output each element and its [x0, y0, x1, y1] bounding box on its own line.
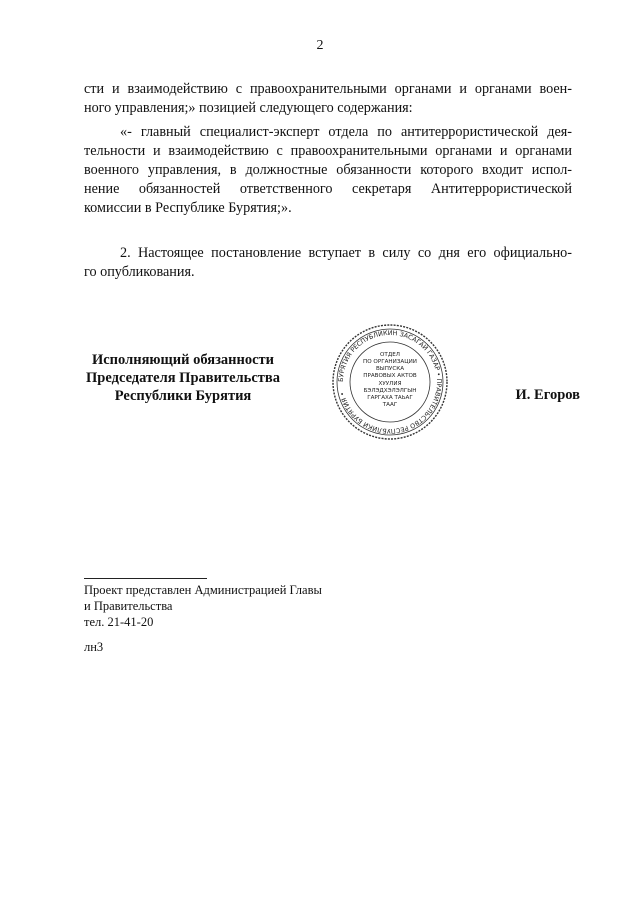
paragraph-3-line-1: 2. Настоящее постановление вступает в силу со дня его официально- — [120, 245, 572, 261]
footer-line-3: тел. 21-41-20 — [84, 615, 154, 629]
position-line-2: Председателя Правительства — [86, 370, 280, 386]
stamp-center-line-7: ГАРГАХА ТАЬАГ — [367, 395, 413, 401]
page-number: 2 — [316, 38, 324, 53]
footer-line-2: и Правительства — [84, 599, 173, 613]
stamp-ring-textpath: БУРЯТИЯ РЕСПУБЛИКИН ЗАСАГАЙ ГАЗАР • ПРАВИТЕЛЬСТВО РЕСПУБЛИКИ БУРЯТИЯ • — [336, 328, 444, 436]
paragraph-3-line-2: го опубликования. — [84, 264, 195, 280]
signatory-position — [80, 351, 286, 405]
paragraph-2-line-4: нение обязанностей ответственного секретаря Антитеррористической — [84, 181, 572, 197]
paragraph-1-line-2: ного управления;» позицией следующего содержания: — [84, 100, 413, 116]
footer-divider — [84, 578, 207, 579]
position-line-3: Республики Бурятия — [114, 388, 252, 404]
stamp-center-line-4: ПРАВОВЫХ АКТОВ — [363, 373, 417, 379]
paragraph-1-line-1: сти и взаимодействию с правоохранительными органами и органами воен- — [84, 81, 572, 97]
signatory-name: И. Егоров — [515, 387, 580, 403]
footer-code: лн3 — [84, 640, 104, 654]
stamp-center-line-3: ВЫПУСКА — [375, 366, 405, 372]
official-stamp — [330, 322, 450, 442]
stamp-center-line-1: ОТДЕЛ — [380, 352, 400, 358]
paragraph-2-line-1: «- главный специалист-эксперт отдела по антитеррористической дея- — [120, 124, 572, 140]
stamp-center-line-6: БЭЛЭДХЭЛЭЛГЫН — [363, 388, 417, 394]
stamp-center-line-5: ХУУЛИЯ — [378, 381, 402, 387]
paragraph-2-line-5: комиссии в Республике Бурятия;». — [84, 200, 292, 216]
paragraph-2-line-2: тельности и взаимодействию с правоохранительными органами и органами — [84, 143, 572, 159]
footer-line-1: Проект представлен Администрацией Главы — [84, 583, 322, 597]
position-line-1: Исполняющий обязанности — [91, 352, 275, 368]
paragraph-2-line-3: военного управления, в должностные обязанности которого входит испол- — [84, 162, 572, 178]
stamp-center-line-8: ТААГ — [382, 402, 398, 408]
stamp-center-line-2: ПО ОРГАНИЗАЦИИ — [363, 359, 417, 365]
